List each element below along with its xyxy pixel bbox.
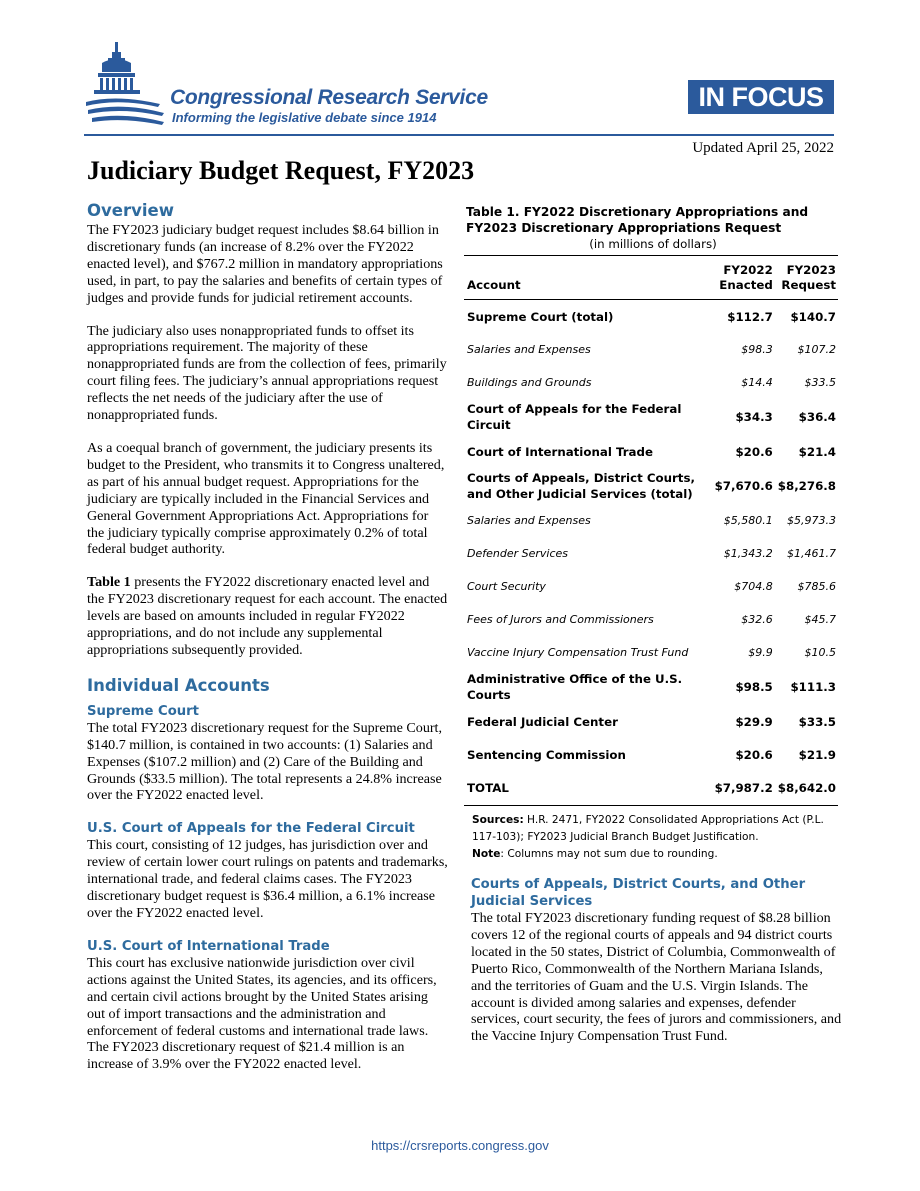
- courts-of-appeals-heading: Courts of Appeals, District Courts, and Other Judicial Services: [471, 877, 806, 909]
- table-row: Administrative Office of the U.S. Courts $98.5 $111.3: [467, 672, 836, 702]
- table-title: Table 1. FY2022 Discretionary Appropriations and FY2023 Discretionary Appropriations Request: [466, 205, 809, 235]
- overview-paragraph-3: As a coequal branch of government, the judiciary presents its budget to the President, who transmits it to Congress unaltered, as part of his annual budget request. Appropriations for the judiciary are typically included in the Financial Services and General Government Appropriations Act. Appropriations for the judiciary typically comprise approximately 0.2% of total federal budget authority.: [87, 439, 445, 558]
- overview-paragraph-2: The judiciary also uses nonappropriated funds to offset its appropriations requirement. The majority of these nonappropriated funds are from the collection of fees, primarily court filing fees. The judiciary’s annual appropriations request reflects the net needs of the judiciary after the use of nonappropriated funds.: [87, 322, 447, 424]
- overview-paragraph-1: The FY2023 judiciary budget request includes $8.64 billion in discretionary funds (an increase of 8.2% over the FY2022 enacted level), and $767.2 million in mandatory appropriations used, in part, to pay the salaries and benefits of certain types of judges and provide funds for judicial retirement accounts.: [87, 222, 443, 306]
- table-reference: Table 1: [87, 574, 131, 591]
- table-row: Supreme Court (total) $112.7 $140.7: [467, 309, 836, 324]
- table-row: Vaccine Injury Compensation Trust Fund $9.9 $10.5: [467, 646, 836, 659]
- column-header-account: Account: [464, 256, 702, 300]
- courts-of-appeals-text: The total FY2023 discretionary funding request of $8.28 billion covers 12 of the regional courts of appeals and 94 district courts located in the 50 states, District of Columbia, Commonwealth of Puerto Rico, Commonwealth of the Northern Mariana Islands, and the territories of Guam and the U.S. Virgin Islands. The account is divided among salaries and expenses, defender services, court security, the fees of jurors and commissioners, and the Vaccine Injury Compensation Trust Fund.: [471, 910, 842, 1045]
- supreme-court-heading: Supreme Court: [87, 703, 199, 719]
- international-trade-text: This court has exclusive nationwide jurisdiction over civil actions against the United States, its agencies, and its officers, and certain civil actions brought by the United States arising out of import transactions and the administration and enforcement of federal customs and international trade laws. The FY2023 discretionary request of $21.4 million is an increase of 3.9% over the FY2022 enacted level.: [87, 954, 437, 1073]
- table-row: Sentencing Commission $20.6 $21.9: [467, 747, 836, 762]
- table-row: Courts of Appeals, District Courts, and Other Judicial Services (total) $7,670.6 $8,276.8: [467, 471, 836, 501]
- table-row: Salaries and Expenses $98.3 $107.2: [467, 343, 836, 356]
- overview-paragraph-4: Table 1 presents the FY2022 discretionary enacted level and the FY2023 discretionary request for each account. The enacted levels are based on amounts included in regular FY2022 appropriations, and do not include any supplemental appropriations subsequently provided.: [87, 574, 448, 658]
- column-header-fy2022: FY2022 Enacted: [702, 256, 775, 300]
- right-column: [464, 204, 842, 1045]
- international-trade-heading: U.S. Court of International Trade: [87, 938, 330, 954]
- federal-circuit-heading: U.S. Court of Appeals for the Federal Circuit: [87, 821, 415, 837]
- org-tagline: Informing the legislative debate since 1914: [172, 110, 437, 125]
- federal-circuit-text: This court, consisting of 12 judges, has jurisdiction over and review of certain lower court rulings on patents and trademarks, international trade, and federal claims cases. The FY2023 discretionary budget request is $36.4 million, a 6.1% increase over the FY2022 enacted level.: [87, 837, 448, 921]
- header-divider: [84, 134, 834, 136]
- table-row: Defender Services $1,343.2 $1,461.7: [467, 547, 836, 560]
- left-column: [87, 200, 449, 1073]
- appropriations-table: [464, 255, 838, 806]
- table-row: Fees of Jurors and Commissioners $32.6 $45.7: [467, 613, 836, 626]
- page-title: Judiciary Budget Request, FY2023: [87, 156, 475, 185]
- org-name: Congressional Research Service: [170, 86, 488, 109]
- table-row: Court of International Trade $20.6 $21.4: [467, 444, 836, 459]
- table-total-row: TOTAL $7,987.2 $8,642.0: [464, 771, 838, 806]
- overview-heading: Overview: [87, 201, 174, 220]
- column-header-fy2023: FY2023 Request: [775, 256, 838, 300]
- table-row: Court Security $704.8 $785.6: [467, 580, 836, 593]
- capitol-dome-logo: [84, 40, 170, 130]
- table-row: Federal Judicial Center $29.9 $33.5: [467, 714, 836, 729]
- footer-link[interactable]: https://crsreports.congress.gov: [371, 1138, 549, 1153]
- table-sources: Sources: H.R. 2471, FY2022 Consolidated Appropriations Act (P.L. 117-103); FY2023 Judicial Branch Budget Justification. Note: Columns may not sum due to rounding.: [472, 814, 824, 860]
- table-units: (in millions of dollars): [589, 237, 717, 251]
- table-row: Salaries and Expenses $5,580.1 $5,973.3: [467, 514, 836, 527]
- supreme-court-text: The total FY2023 discretionary request for the Supreme Court, $140.7 million, is contained in two accounts: (1) Salaries and Expenses ($107.2 million) and (2) Care of the Building and Grounds ($33.5 million). The total represents a 24.8% increase over the FY2022 enacted level.: [87, 719, 443, 804]
- table-row: Court of Appeals for the Federal Circuit $34.3 $36.4: [467, 402, 836, 432]
- table-row: Buildings and Grounds $14.4 $33.5: [467, 376, 836, 389]
- updated-date: Updated April 25, 2022: [692, 140, 834, 156]
- individual-accounts-heading: Individual Accounts: [87, 675, 270, 695]
- in-focus-badge: IN FOCUS: [688, 80, 834, 114]
